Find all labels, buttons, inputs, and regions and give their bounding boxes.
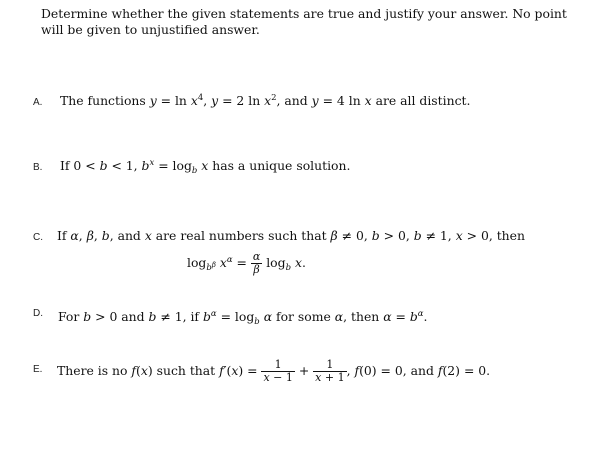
question-d: For b > 0 and b ≠ 1, if $b^\alpha = \log_b \alpha$ for some α, then $\alpha = b^\alpha$.: [58, 309, 428, 327]
question-letter-b: B.: [33, 162, 43, 173]
question-letter-a: A.: [33, 97, 43, 108]
question-letter-e: E.: [33, 364, 43, 375]
question-a: The functions $y = \ln x^4$, y = 2 $\ln x^2$, and y = 4 ln x are all distinct.: [60, 93, 471, 108]
question-b: If 0 < b < 1, $b^x = \log_b x$ has a unique solution.: [60, 158, 351, 176]
question-e: There is no f(x) such that f′(x) = $\frac{1}{x - 1}$ + $\frac{1}{x + 1}$ , f(0) = 0, and f(2) = 0.: [57, 358, 491, 384]
question-letter-c: C.: [33, 232, 43, 243]
question-c-formula: $\log_{b^\beta} x^\alpha$ = $\frac{\alpha}{\beta}$ $\log_b x$.: [187, 250, 306, 276]
question-c: If α, β, b, and x are real numbers such that β ≠ 0, b > 0, b ≠ 1, x > 0, then: [57, 228, 525, 243]
instructions: Determine whether the given statements are true and justify your answer. No point will be given to unjustified answer.: [41, 6, 567, 37]
question-letter-d: D.: [33, 308, 43, 319]
